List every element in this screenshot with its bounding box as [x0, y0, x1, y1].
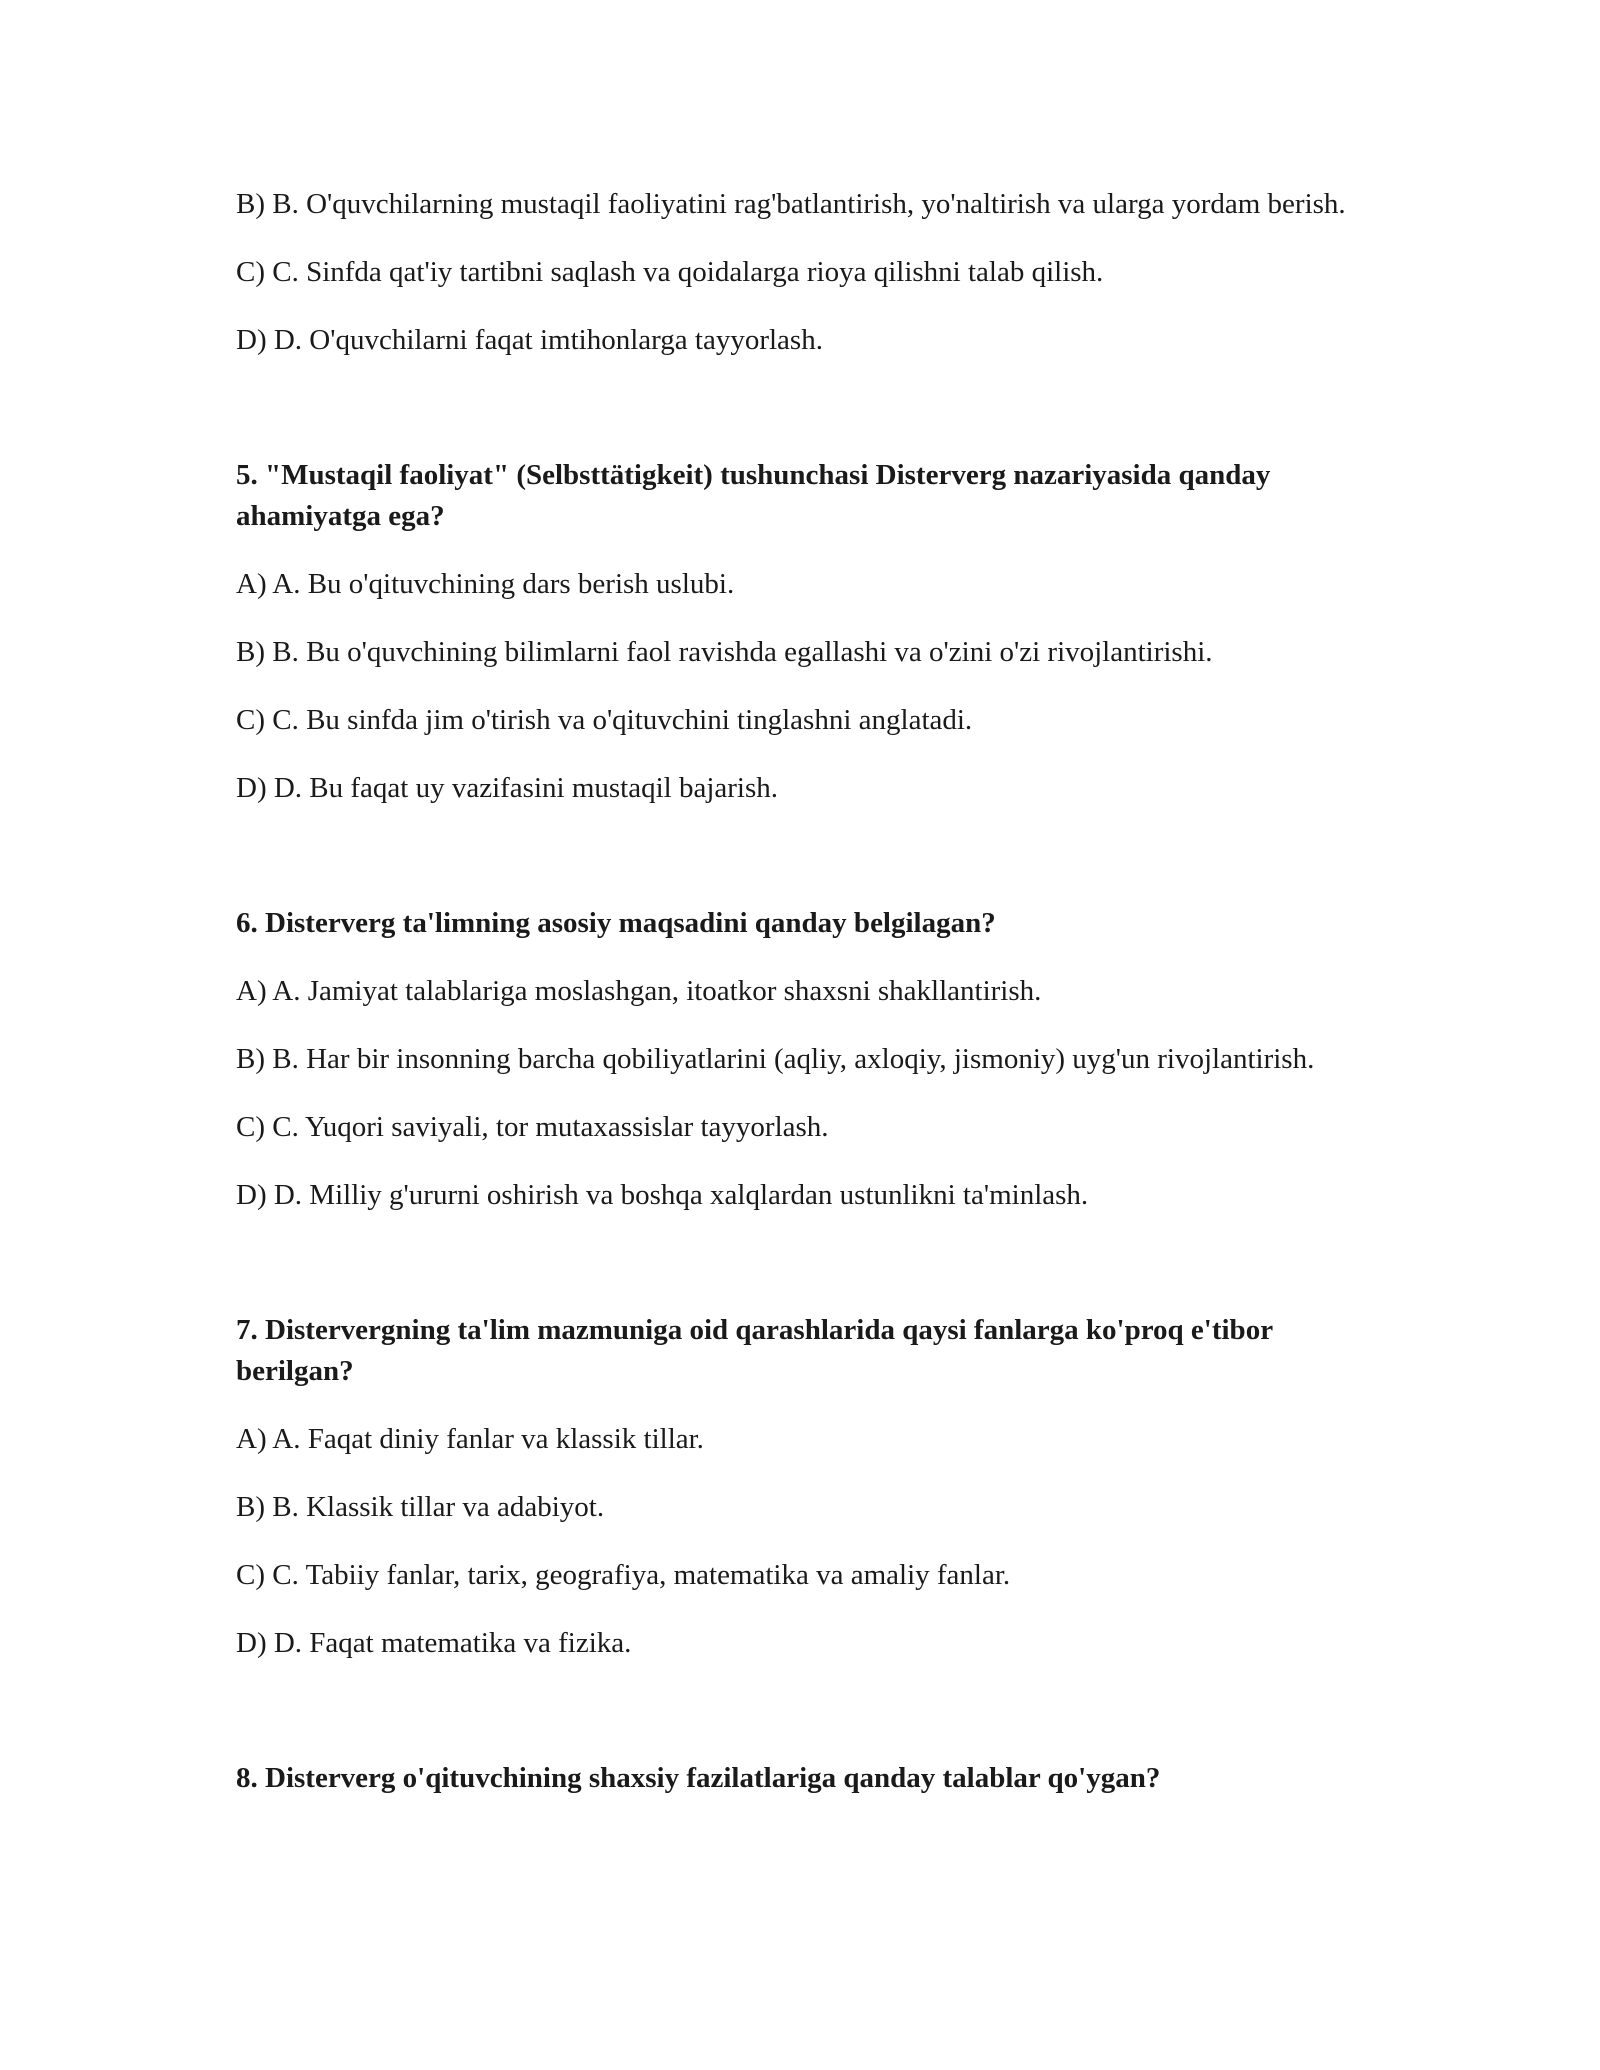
answer-option-b: B) B. O'quvchilarning mustaqil faoliyatini rag'batlantirish, yo'naltirish va ularga yordam berish.	[236, 188, 1346, 220]
answer-option-c: C) C. Tabiiy fanlar, tarix, geografiya, matematika va amaliy fanlar.	[236, 1559, 1011, 1591]
answer-option-d: D) D. Milliy g'ururni oshirish va boshqa xalqlardan ustunlikni ta'minlash.	[236, 1179, 1089, 1211]
question-text: 8. Disterverg o'qituvchining shaxsiy fazilatlariga qanday talablar qo'ygan?	[236, 1762, 1161, 1794]
question-text: 5. "Mustaqil faoliyat" (Selbsttätigkeit) tushunchasi Disterverg nazariyasida qanday ahamiyatga ega?	[236, 459, 1271, 532]
answer-option-b: B) B. Har bir insonning barcha qobiliyatlarini (aqliy, axloqiy, jismoniy) uyg'un rivojlantirish.	[236, 1043, 1315, 1075]
answer-option-c: C) C. Bu sinfda jim o'tirish va o'qituvchini tinglashni anglatadi.	[236, 704, 973, 736]
answer-option-a: A) A. Bu o'qituvchining dars berish uslubi.	[236, 568, 735, 600]
answer-option-c: C) C. Yuqori saviyali, tor mutaxassislar tayyorlash.	[236, 1111, 829, 1143]
question-block-8	[236, 1758, 1366, 1799]
answer-option-a: A) A. Jamiyat talablariga moslashgan, itoatkor shaxsni shakllantirish.	[236, 975, 1042, 1007]
question-block-4-continued	[236, 184, 1366, 361]
answer-option-c: C) C. Sinfda qat'iy tartibni saqlash va qoidalarga rioya qilishni talab qilish.	[236, 256, 1104, 288]
answer-option-a: A) A. Faqat diniy fanlar va klassik tillar.	[236, 1423, 704, 1455]
answer-option-d: D) D. Faqat matematika va fizika.	[236, 1627, 632, 1659]
answer-option-d: D) D. Bu faqat uy vazifasini mustaqil bajarish.	[236, 772, 779, 804]
question-block-5	[236, 455, 1366, 809]
question-block-7	[236, 1310, 1366, 1664]
answer-option-d: D) D. O'quvchilarni faqat imtihonlarga tayyorlash.	[236, 324, 823, 356]
answer-option-b: B) B. Klassik tillar va adabiyot.	[236, 1491, 605, 1523]
answer-option-b: B) B. Bu o'quvchining bilimlarni faol ravishda egallashi va o'zini o'zi rivojlantirishi.	[236, 636, 1213, 668]
question-text: 7. Distervergning ta'lim mazmuniga oid qarashlarida qaysi fanlarga ko'proq e'tibor berilgan?	[236, 1314, 1273, 1387]
question-block-6	[236, 903, 1366, 1216]
question-text: 6. Disterverg ta'limning asosiy maqsadini qanday belgilagan?	[236, 907, 996, 939]
document-page	[236, 184, 1366, 1826]
